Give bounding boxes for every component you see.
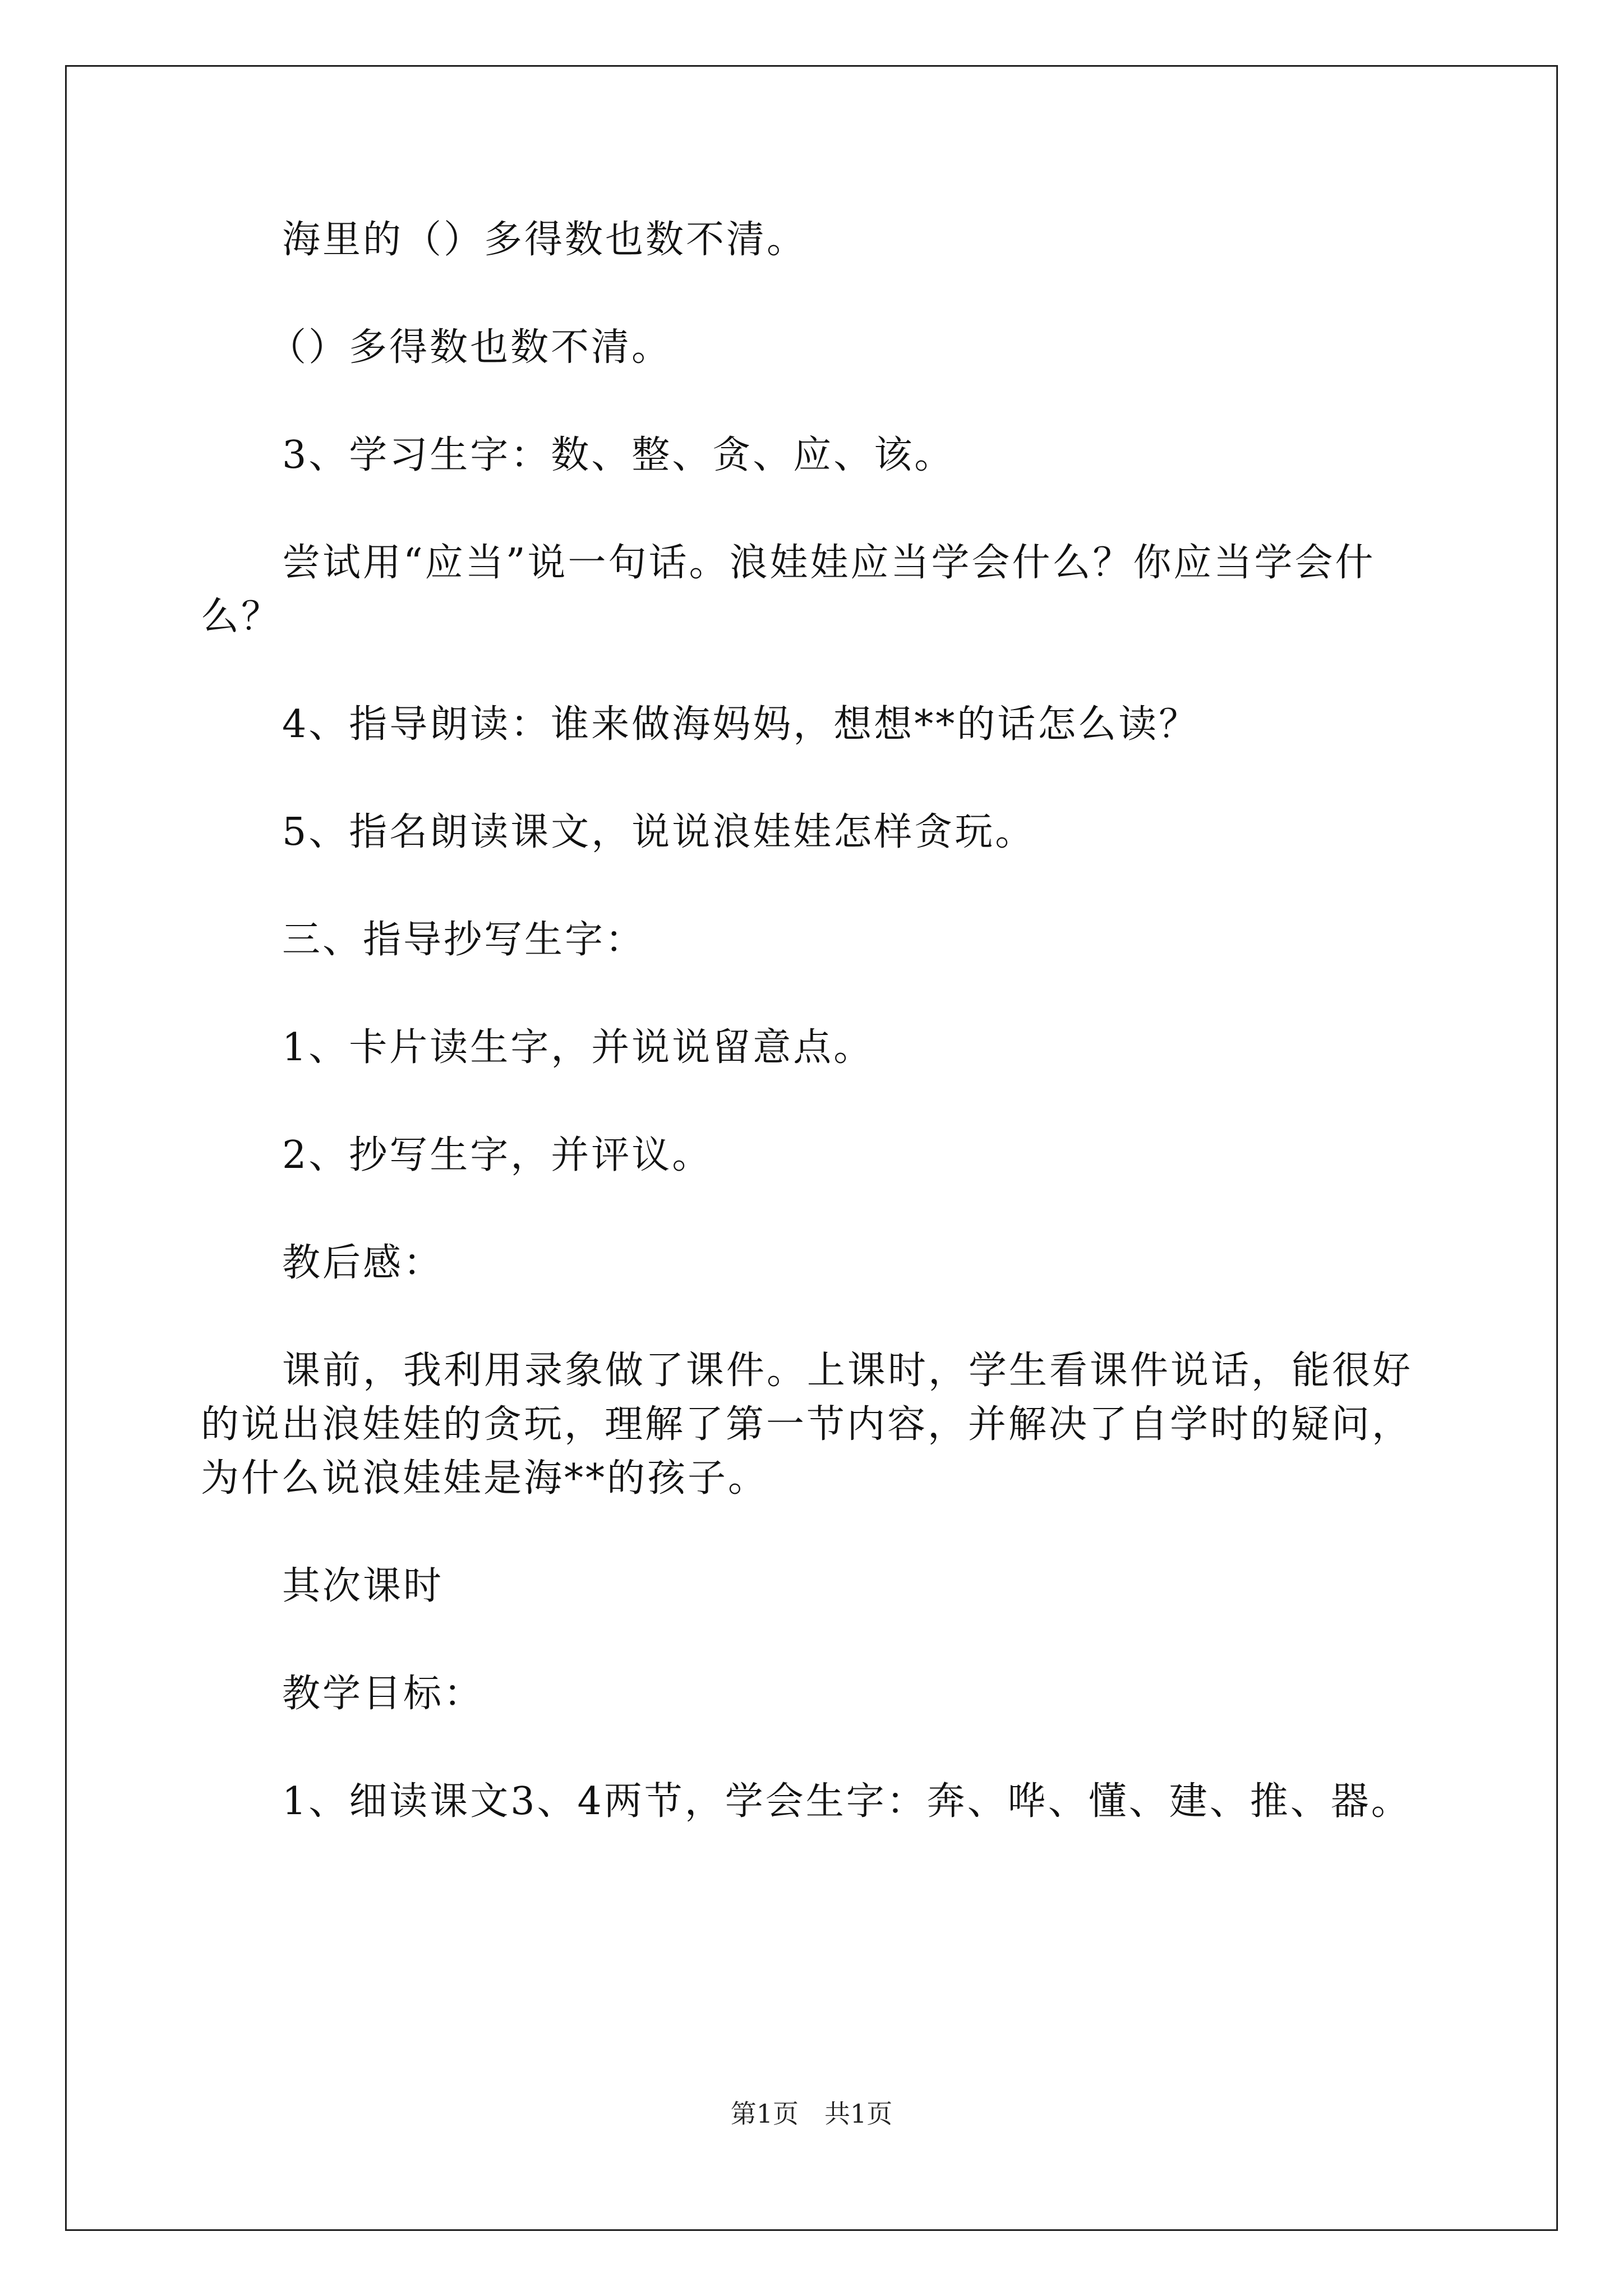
paragraph: 课前，我利用录象做了课件。上课时，学生看课件说话，能很好的说出浪娃娃的贪玩，理解了第一节内容，并解决了自学时的疑问，为什么说浪娃娃是海**的孩子。 bbox=[201, 1349, 1413, 1501]
paragraph: 3、学习生字：数、整、贪、应、该。 bbox=[282, 433, 955, 477]
page-number: 第1页 共1页 bbox=[730, 2099, 893, 2129]
section-heading: 三、指导抄写生字： bbox=[282, 918, 646, 962]
paragraph: 5、指名朗读课文，说说浪娃娃怎样贪玩。 bbox=[282, 810, 1036, 854]
section-heading: 教后感： bbox=[282, 1241, 444, 1285]
paragraph: 1、卡片读生字，并说说留意点。 bbox=[282, 1025, 874, 1070]
section-heading: 教学目标： bbox=[282, 1672, 485, 1716]
paragraph: 海里的（）多得数也数不清。 bbox=[282, 218, 808, 262]
paragraph: 4、指导朗读：谁来做海妈妈，想想**的话怎么读？ bbox=[282, 702, 1200, 747]
paragraph: （）多得数也数不清。 bbox=[268, 325, 672, 370]
paragraph: 1、细读课文3、4两节，学会生字：奔、哗、懂、建、推、器。 bbox=[282, 1779, 1412, 1824]
paragraph: 2、抄写生字，并评议。 bbox=[282, 1133, 713, 1177]
document-body bbox=[201, 213, 1429, 1883]
paragraph: 尝试用“应当”说一句话。浪娃娃应当学会什么？你应当学会什么？ bbox=[201, 541, 1376, 639]
section-heading: 其次课时 bbox=[282, 1564, 444, 1608]
